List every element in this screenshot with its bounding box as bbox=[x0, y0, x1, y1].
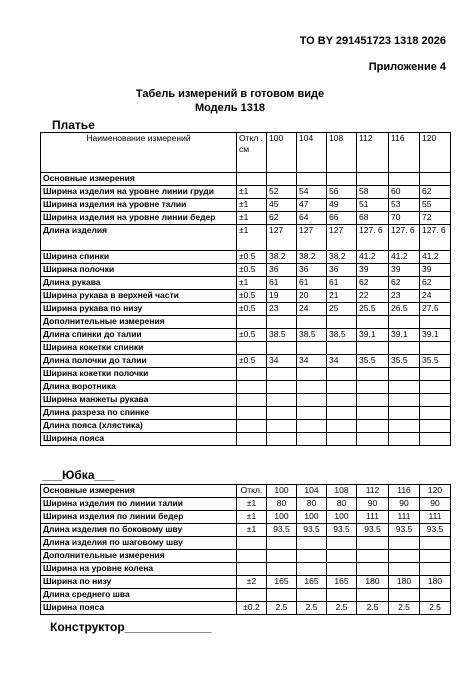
size-value-cell bbox=[357, 550, 389, 563]
size-value-cell bbox=[357, 589, 389, 602]
measurement-name: Основные измерения bbox=[41, 485, 237, 498]
size-value-cell bbox=[389, 550, 420, 563]
tolerance-cell: ±1 bbox=[237, 186, 267, 199]
skirt-measurements-table bbox=[40, 484, 451, 615]
size-value-cell: 23 bbox=[267, 303, 297, 316]
table-row bbox=[41, 485, 451, 498]
size-value-cell: 61 bbox=[297, 277, 327, 290]
size-value-cell bbox=[420, 316, 451, 329]
size-value-cell bbox=[267, 381, 297, 394]
size-value-cell: 93.5 bbox=[297, 524, 327, 537]
col-header-size: 116 bbox=[389, 133, 420, 173]
size-value-cell bbox=[357, 342, 389, 355]
size-value-cell bbox=[267, 407, 297, 420]
tolerance-cell bbox=[237, 407, 267, 420]
size-value-cell: 111 bbox=[389, 511, 420, 524]
col-header-tolerance: Откл . см bbox=[237, 133, 267, 173]
size-value-cell bbox=[357, 368, 389, 381]
measurement-name: Основные измерения bbox=[41, 173, 237, 186]
dress-header-row bbox=[41, 133, 451, 173]
size-value-cell: 26.5 bbox=[389, 303, 420, 316]
size-value-cell: 127 bbox=[267, 225, 297, 251]
size-value-cell bbox=[389, 420, 420, 433]
measurement-name: Дополнительные измерения bbox=[41, 550, 237, 563]
size-value-cell: 54 bbox=[297, 186, 327, 199]
size-value-cell: 127. 6 bbox=[357, 225, 389, 251]
size-value-cell: 23 bbox=[389, 290, 420, 303]
size-value-cell: 90 bbox=[357, 498, 389, 511]
size-value-cell: 80 bbox=[327, 498, 357, 511]
size-value-cell: 39.1 bbox=[389, 329, 420, 342]
size-value-cell: 62 bbox=[420, 186, 451, 199]
tolerance-cell: ±0.2 bbox=[237, 602, 267, 615]
size-value-cell bbox=[327, 563, 357, 576]
tolerance-cell: ±0.5 bbox=[237, 303, 267, 316]
size-value-cell: 62 bbox=[389, 277, 420, 290]
size-value-cell: 20 bbox=[297, 290, 327, 303]
size-value-cell: 34 bbox=[297, 355, 327, 368]
size-value-cell bbox=[420, 368, 451, 381]
size-value-cell: 24 bbox=[420, 290, 451, 303]
measurement-name: Длина воротника bbox=[41, 381, 237, 394]
table-row bbox=[41, 368, 451, 381]
table-row bbox=[41, 355, 451, 368]
tolerance-cell bbox=[237, 420, 267, 433]
measurement-name: Ширина изделия на уровне линии бедер bbox=[41, 212, 237, 225]
measurement-name: Ширина на уровне колена bbox=[41, 563, 237, 576]
appendix-label: Приложение 4 bbox=[368, 61, 446, 73]
size-value-cell bbox=[267, 589, 297, 602]
size-value-cell bbox=[297, 342, 327, 355]
size-value-cell: 53 bbox=[389, 199, 420, 212]
table-row bbox=[41, 589, 451, 602]
size-value-cell bbox=[357, 173, 389, 186]
size-value-cell: 41.2 bbox=[420, 251, 451, 264]
size-value-cell bbox=[297, 563, 327, 576]
size-value-cell: 116 bbox=[389, 485, 420, 498]
size-value-cell: 108 bbox=[327, 485, 357, 498]
size-value-cell bbox=[267, 537, 297, 550]
tolerance-cell bbox=[237, 537, 267, 550]
size-value-cell bbox=[267, 368, 297, 381]
size-value-cell: 38.5 bbox=[327, 329, 357, 342]
size-value-cell bbox=[267, 394, 297, 407]
tolerance-cell: ±0.5 bbox=[237, 264, 267, 277]
table-row bbox=[41, 420, 451, 433]
tolerance-cell: ±0.5 bbox=[237, 251, 267, 264]
size-value-cell bbox=[420, 394, 451, 407]
tolerance-cell: ±1 bbox=[237, 498, 267, 511]
size-value-cell: 34 bbox=[327, 355, 357, 368]
table-row bbox=[41, 277, 451, 290]
size-value-cell bbox=[297, 407, 327, 420]
tolerance-cell: ±1 bbox=[237, 199, 267, 212]
table-row bbox=[41, 407, 451, 420]
size-value-cell: 165 bbox=[267, 576, 297, 589]
measurement-name: Длина разреза по спинке bbox=[41, 407, 237, 420]
size-value-cell bbox=[357, 394, 389, 407]
size-value-cell bbox=[327, 173, 357, 186]
size-value-cell: 104 bbox=[297, 485, 327, 498]
size-value-cell: 39.1 bbox=[357, 329, 389, 342]
tolerance-cell bbox=[237, 173, 267, 186]
size-value-cell bbox=[327, 550, 357, 563]
size-value-cell: 165 bbox=[327, 576, 357, 589]
document-title: Табель измерений в готовом виде bbox=[135, 88, 325, 100]
size-value-cell: 62 bbox=[267, 212, 297, 225]
size-value-cell: 93.5 bbox=[420, 524, 451, 537]
measurement-name: Длина пояса (хлястика) bbox=[41, 420, 237, 433]
tolerance-cell bbox=[237, 342, 267, 355]
size-value-cell: 39 bbox=[420, 264, 451, 277]
size-value-cell bbox=[327, 368, 357, 381]
size-value-cell: 93.5 bbox=[327, 524, 357, 537]
size-value-cell bbox=[357, 381, 389, 394]
size-value-cell bbox=[297, 550, 327, 563]
tolerance-cell bbox=[237, 368, 267, 381]
size-value-cell: 2.5 bbox=[327, 602, 357, 615]
table-row bbox=[41, 537, 451, 550]
size-value-cell: 36 bbox=[267, 264, 297, 277]
size-value-cell bbox=[357, 407, 389, 420]
size-value-cell bbox=[357, 420, 389, 433]
size-value-cell bbox=[327, 433, 357, 446]
size-value-cell: 165 bbox=[297, 576, 327, 589]
size-value-cell: 100 bbox=[267, 511, 297, 524]
size-value-cell: 39.1 bbox=[420, 329, 451, 342]
size-value-cell bbox=[327, 537, 357, 550]
table-row bbox=[41, 173, 451, 186]
size-value-cell: 52 bbox=[267, 186, 297, 199]
size-value-cell bbox=[327, 381, 357, 394]
skirt-section-title: ___Юбка___ bbox=[42, 468, 115, 482]
size-value-cell bbox=[420, 550, 451, 563]
size-value-cell: 27.5 bbox=[420, 303, 451, 316]
tolerance-cell: ±1 bbox=[237, 277, 267, 290]
size-value-cell: 127 bbox=[297, 225, 327, 251]
tolerance-cell: ±1 bbox=[237, 225, 267, 251]
tolerance-cell: ±0.5 bbox=[237, 355, 267, 368]
measurement-name: Ширина полочки bbox=[41, 264, 237, 277]
size-value-cell: 111 bbox=[420, 511, 451, 524]
table-row bbox=[41, 303, 451, 316]
table-row bbox=[41, 602, 451, 615]
table-row bbox=[41, 550, 451, 563]
size-value-cell bbox=[267, 342, 297, 355]
size-value-cell bbox=[420, 420, 451, 433]
tolerance-cell: ±2 bbox=[237, 576, 267, 589]
size-value-cell: 45 bbox=[267, 199, 297, 212]
size-value-cell: 21 bbox=[327, 290, 357, 303]
size-value-cell bbox=[297, 433, 327, 446]
tolerance-cell: ±1 bbox=[237, 212, 267, 225]
size-value-cell bbox=[327, 394, 357, 407]
size-value-cell bbox=[420, 537, 451, 550]
size-value-cell bbox=[420, 407, 451, 420]
tolerance-cell bbox=[237, 589, 267, 602]
tolerance-cell bbox=[237, 381, 267, 394]
measurement-name: Ширина пояса bbox=[41, 433, 237, 446]
size-value-cell: 34 bbox=[267, 355, 297, 368]
size-value-cell: 61 bbox=[327, 277, 357, 290]
measurement-name: Длина рукава bbox=[41, 277, 237, 290]
table-row bbox=[41, 511, 451, 524]
measurement-name: Ширина кокетки полочки bbox=[41, 368, 237, 381]
size-value-cell: 39 bbox=[357, 264, 389, 277]
measurement-name: Длина изделия по шаговому шву bbox=[41, 537, 237, 550]
col-header-name: Наименование измерений bbox=[41, 133, 237, 173]
size-value-cell: 55 bbox=[420, 199, 451, 212]
size-value-cell: 100 bbox=[297, 511, 327, 524]
size-value-cell bbox=[420, 433, 451, 446]
size-value-cell: 180 bbox=[357, 576, 389, 589]
measurement-name: Ширина рукава по низу bbox=[41, 303, 237, 316]
size-value-cell: 60 bbox=[389, 186, 420, 199]
size-value-cell bbox=[420, 381, 451, 394]
size-value-cell bbox=[267, 550, 297, 563]
tolerance-cell: ±0.5 bbox=[237, 329, 267, 342]
size-value-cell: 38.2 bbox=[267, 251, 297, 264]
size-value-cell bbox=[297, 537, 327, 550]
size-value-cell bbox=[389, 173, 420, 186]
size-value-cell: 93.5 bbox=[357, 524, 389, 537]
size-value-cell bbox=[389, 589, 420, 602]
size-value-cell: 49 bbox=[327, 199, 357, 212]
size-value-cell bbox=[297, 381, 327, 394]
tolerance-cell bbox=[237, 550, 267, 563]
size-value-cell: 90 bbox=[389, 498, 420, 511]
tolerance-cell bbox=[237, 563, 267, 576]
tolerance-cell bbox=[237, 316, 267, 329]
size-value-cell: 100 bbox=[327, 511, 357, 524]
size-value-cell: 36 bbox=[327, 264, 357, 277]
size-value-cell bbox=[327, 342, 357, 355]
size-value-cell: 2.5 bbox=[357, 602, 389, 615]
size-value-cell bbox=[327, 316, 357, 329]
table-row bbox=[41, 199, 451, 212]
size-value-cell: 127 bbox=[327, 225, 357, 251]
measurement-name: Ширина рукава в верхней части bbox=[41, 290, 237, 303]
size-value-cell bbox=[357, 316, 389, 329]
measurement-name: Ширина манжеты рукава bbox=[41, 394, 237, 407]
size-value-cell: 112 bbox=[357, 485, 389, 498]
size-value-cell bbox=[327, 589, 357, 602]
size-value-cell: 39 bbox=[389, 264, 420, 277]
size-value-cell: 80 bbox=[297, 498, 327, 511]
col-header-size: 108 bbox=[327, 133, 357, 173]
size-value-cell: 111 bbox=[357, 511, 389, 524]
measurement-name: Длина полочки до талии bbox=[41, 355, 237, 368]
size-value-cell: 25.5 bbox=[357, 303, 389, 316]
size-value-cell: 36 bbox=[297, 264, 327, 277]
size-value-cell: 58 bbox=[357, 186, 389, 199]
size-value-cell bbox=[389, 563, 420, 576]
col-header-size: 112 bbox=[357, 133, 389, 173]
measurement-name: Длина изделия bbox=[41, 225, 237, 251]
table-row bbox=[41, 433, 451, 446]
registration-number: ТО BY 291451723 1318 2026 bbox=[299, 35, 446, 47]
size-value-cell: 22 bbox=[357, 290, 389, 303]
table-row bbox=[41, 524, 451, 537]
measurement-name: Ширина пояса bbox=[41, 602, 237, 615]
size-value-cell: 80 bbox=[267, 498, 297, 511]
size-value-cell bbox=[389, 407, 420, 420]
size-value-cell: 127. 6 bbox=[420, 225, 451, 251]
size-value-cell: 38.2 bbox=[297, 251, 327, 264]
size-value-cell: 72 bbox=[420, 212, 451, 225]
table-row bbox=[41, 316, 451, 329]
size-value-cell bbox=[297, 316, 327, 329]
size-value-cell bbox=[389, 394, 420, 407]
size-value-cell: 127. 6 bbox=[389, 225, 420, 251]
measurement-name: Длина изделия по боковому шву bbox=[41, 524, 237, 537]
size-value-cell: 90 bbox=[420, 498, 451, 511]
size-value-cell: 93.5 bbox=[267, 524, 297, 537]
size-value-cell: 47 bbox=[297, 199, 327, 212]
size-value-cell bbox=[420, 342, 451, 355]
size-value-cell: 70 bbox=[389, 212, 420, 225]
size-value-cell bbox=[267, 173, 297, 186]
size-value-cell bbox=[267, 420, 297, 433]
size-value-cell: 2.5 bbox=[267, 602, 297, 615]
size-value-cell bbox=[420, 173, 451, 186]
size-value-cell: 120 bbox=[420, 485, 451, 498]
size-value-cell bbox=[389, 537, 420, 550]
tolerance-cell: ±1 bbox=[237, 524, 267, 537]
measurement-name: Ширина по низу bbox=[41, 576, 237, 589]
size-value-cell bbox=[267, 316, 297, 329]
size-value-cell: 180 bbox=[389, 576, 420, 589]
size-value-cell bbox=[389, 368, 420, 381]
table-row bbox=[41, 563, 451, 576]
measurement-name: Ширина изделия на уровне линии груди bbox=[41, 186, 237, 199]
col-header-size: 100 bbox=[267, 133, 297, 173]
table-row bbox=[41, 225, 451, 251]
tolerance-cell bbox=[237, 394, 267, 407]
size-value-cell: 38.2 bbox=[327, 251, 357, 264]
size-value-cell: 180 bbox=[420, 576, 451, 589]
model-label: Модель 1318 bbox=[194, 102, 266, 114]
table-row bbox=[41, 498, 451, 511]
size-value-cell: 38.5 bbox=[297, 329, 327, 342]
size-value-cell bbox=[357, 537, 389, 550]
size-value-cell: 62 bbox=[420, 277, 451, 290]
size-value-cell: 41.2 bbox=[357, 251, 389, 264]
table-row bbox=[41, 212, 451, 225]
size-value-cell: 35.5 bbox=[357, 355, 389, 368]
size-value-cell: 68 bbox=[357, 212, 389, 225]
size-value-cell: 93.5 bbox=[389, 524, 420, 537]
measurement-name: Ширина кокетки спинки bbox=[41, 342, 237, 355]
size-value-cell: 61 bbox=[267, 277, 297, 290]
size-value-cell: 38.5 bbox=[267, 329, 297, 342]
measurement-name: Ширина изделия по линии бедер bbox=[41, 511, 237, 524]
table-row bbox=[41, 290, 451, 303]
size-value-cell bbox=[327, 420, 357, 433]
size-value-cell: 2.5 bbox=[389, 602, 420, 615]
size-value-cell bbox=[267, 563, 297, 576]
measurement-name: Ширина изделия по линии талии bbox=[41, 498, 237, 511]
measurement-name: Длина среднего шва bbox=[41, 589, 237, 602]
size-value-cell bbox=[389, 433, 420, 446]
dress-measurements-table bbox=[40, 132, 451, 446]
size-value-cell: 56 bbox=[327, 186, 357, 199]
size-value-cell: 100 bbox=[267, 485, 297, 498]
size-value-cell bbox=[389, 342, 420, 355]
dress-section-title: Платье bbox=[52, 118, 95, 132]
size-value-cell: 51 bbox=[357, 199, 389, 212]
size-value-cell: 25 bbox=[327, 303, 357, 316]
size-value-cell: 66 bbox=[327, 212, 357, 225]
table-row bbox=[41, 329, 451, 342]
size-value-cell bbox=[297, 368, 327, 381]
size-value-cell bbox=[357, 563, 389, 576]
col-header-size: 104 bbox=[297, 133, 327, 173]
table-row bbox=[41, 251, 451, 264]
tolerance-cell bbox=[237, 433, 267, 446]
constructor-signature-line: Конструктор_____________ bbox=[50, 620, 212, 634]
size-value-cell: 2.5 bbox=[297, 602, 327, 615]
table-row bbox=[41, 576, 451, 589]
measurement-name: Ширина спинки bbox=[41, 251, 237, 264]
table-row bbox=[41, 381, 451, 394]
size-value-cell: 2.5 bbox=[420, 602, 451, 615]
table-row bbox=[41, 186, 451, 199]
size-value-cell: 35.5 bbox=[389, 355, 420, 368]
size-value-cell bbox=[297, 589, 327, 602]
measurement-name: Ширина изделия на уровне талии bbox=[41, 199, 237, 212]
size-value-cell: 62 bbox=[357, 277, 389, 290]
size-value-cell: 19 bbox=[267, 290, 297, 303]
size-value-cell bbox=[420, 563, 451, 576]
measurement-name: Длина спинки до талии bbox=[41, 329, 237, 342]
tolerance-cell: ±1 bbox=[237, 511, 267, 524]
size-value-cell: 64 bbox=[297, 212, 327, 225]
size-value-cell: 24 bbox=[297, 303, 327, 316]
table-row bbox=[41, 342, 451, 355]
tolerance-cell: Откл. bbox=[237, 485, 267, 498]
size-value-cell bbox=[327, 407, 357, 420]
col-header-size: 120 bbox=[420, 133, 451, 173]
size-value-cell bbox=[420, 589, 451, 602]
size-value-cell bbox=[389, 381, 420, 394]
size-value-cell bbox=[297, 420, 327, 433]
size-value-cell bbox=[297, 173, 327, 186]
size-value-cell bbox=[267, 433, 297, 446]
table-row bbox=[41, 394, 451, 407]
tolerance-cell: ±0.5 bbox=[237, 290, 267, 303]
size-value-cell bbox=[357, 433, 389, 446]
size-value-cell bbox=[389, 316, 420, 329]
size-value-cell bbox=[297, 394, 327, 407]
size-value-cell: 35.5 bbox=[420, 355, 451, 368]
table-row bbox=[41, 264, 451, 277]
size-value-cell: 41.2 bbox=[389, 251, 420, 264]
measurement-name: Дополнительные измерения bbox=[41, 316, 237, 329]
